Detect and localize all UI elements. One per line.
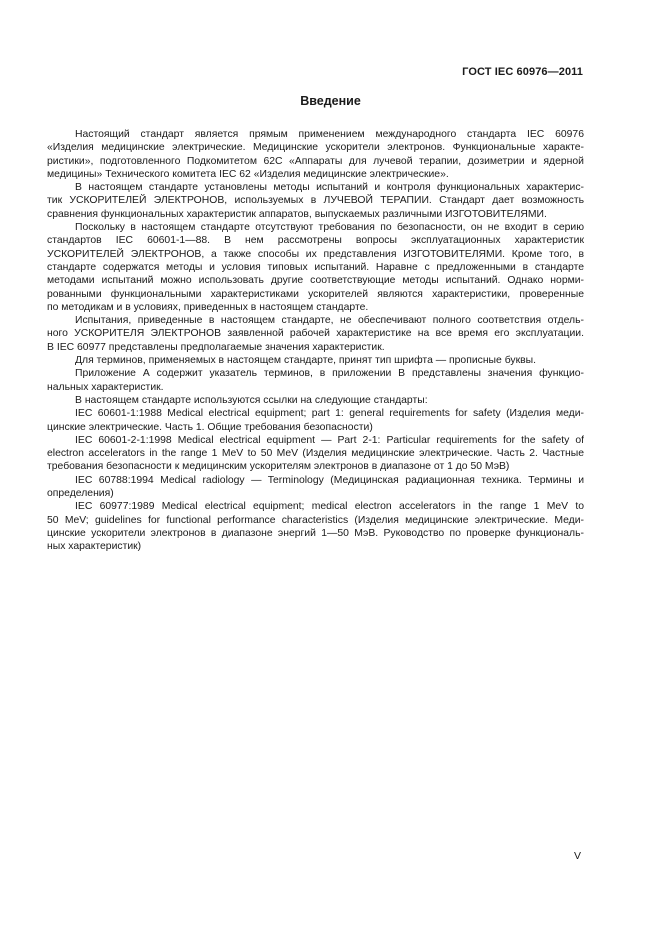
text-line: В настоящем стандарте используются ссылки на следующие стандарты: [75,394,428,406]
text-line: ных характеристик) [47,541,142,553]
paragraph [47,128,584,181]
text-line: Испытания, приведенные в настоящем стандарте, не обеспечивают полного соответствия отдель- [75,315,584,327]
text-line: УСКОРИТЕЛЕЙ ЭЛЕКТРОНОВ, а также способы их представления ИЗГОТОВИТЕЛЯМИ. Кроме того, в [47,248,584,260]
text-line: Настоящий стандарт является прямым применением международного стандарта IEC 60976 [75,129,584,140]
text-line: В настоящем стандарте установлены методы испытаний и контроля функциональных характерис- [75,182,584,194]
text-line: сравнения функциональных характеристик аппаратов, выпускаемых различными ИЗГОТОВИТЕЛЯМИ. [47,208,547,220]
text-line: медицины» Технического комитета IEC 62 «Изделия медицинские электрические». [47,168,449,180]
paragraph [47,394,584,407]
text-line: требования безопасности к медицинским ускорителям электронов в диапазоне от 1 до 50 МэВ) [47,461,510,473]
text-line: нальных характеристик. [47,381,164,393]
text-line: В IEC 60977 представлены предполагаемые значения характеристик. [47,341,385,353]
paragraph [47,434,584,474]
document-code-header: ГОСТ IEC 60976—2011 [462,66,583,78]
text-line: electron accelerators in the range 1 MeV to 50 MeV (Изделия медицинские электрические. Часть 2. Частные [47,448,584,460]
text-line: IEC 60977:1989 Medical electrical equipment; medical electron accelerators in the range 1 MeV to [75,501,584,513]
page-number: V [573,850,581,862]
paragraph [47,181,584,221]
document-body [47,128,584,554]
text-line: ного УСКОРИТЕЛЯ ЭЛЕКТРОНОВ заявленной рабочей характеристике на все время его эксплуатации. [47,328,584,340]
text-line: рованными функциональными характеристиками ускорителей являются характеристики, проверенные [47,288,584,300]
paragraph [47,474,584,501]
text-line: Поскольку в настоящем стандарте отсутствуют требования по безопасности, он не входит в серию [75,222,584,234]
section-title: Введение [300,94,361,108]
text-line: стандарте содержатся методы и условия типовых испытаний. Наравне с предложенными в стандарте [47,261,584,273]
text-line: по методикам и в условиях, приведенных в настоящем стандарте. [47,301,369,313]
paragraph [47,221,584,314]
text-line: 50 MeV; guidelines for functional performance characteristics (Изделия медицинские электрические. Меди- [47,514,584,526]
text-line: IEC 60788:1994 Medical radiology — Terminology (Медицинская радиационная техника. Термины и [75,474,584,486]
text-line: IEC 60601-2-1:1998 Medical electrical equipment — Part 2-1: Particular requirements for the safety of [75,434,584,446]
text-line: ристики», подготовленного Подкомитетом 62С «Аппараты для лучевой терапии, дозиметрии и ядерной [47,155,584,167]
text-line: определения) [47,488,114,500]
text-line: стандартов IEC 60601-1—88. В нем рассмотрены вопросы эксплуатационных характеристик [47,235,584,247]
text-line: Приложение А содержит указатель терминов, в приложении В представлены значения функцио- [75,368,584,380]
text-line: «Изделия медицинские электрические. Медицинские ускорители электронов. Функциональные характе- [47,142,584,154]
text-line: IEC 60601-1:1988 Medical electrical equipment; part 1: general requirements for safety (Изделия меди- [75,408,584,420]
text-line: цинские электрические. Часть 1. Общие требования безопасности) [47,421,373,433]
text-line: цинские ускорители электронов в диапазоне энергий 1—50 МэВ. Руководство по проверке функциональ- [47,527,584,539]
text-line: тик УСКОРИТЕЛЕЙ ЭЛЕКТРОНОВ, используемых в ЛУЧЕВОЙ ТЕРАПИИ. Стандарт дает возможность [47,195,584,207]
paragraph [47,354,584,367]
paragraph [47,367,584,394]
paragraph [47,407,584,434]
paragraph [47,500,584,553]
paragraph [47,314,584,354]
text-line: методами испытаний можно использовать другие соответствующие методы испытаний. Однако норми- [47,275,584,287]
text-line: Для терминов, применяемых в настоящем стандарте, принят тип шрифта — прописные буквы. [75,355,537,367]
